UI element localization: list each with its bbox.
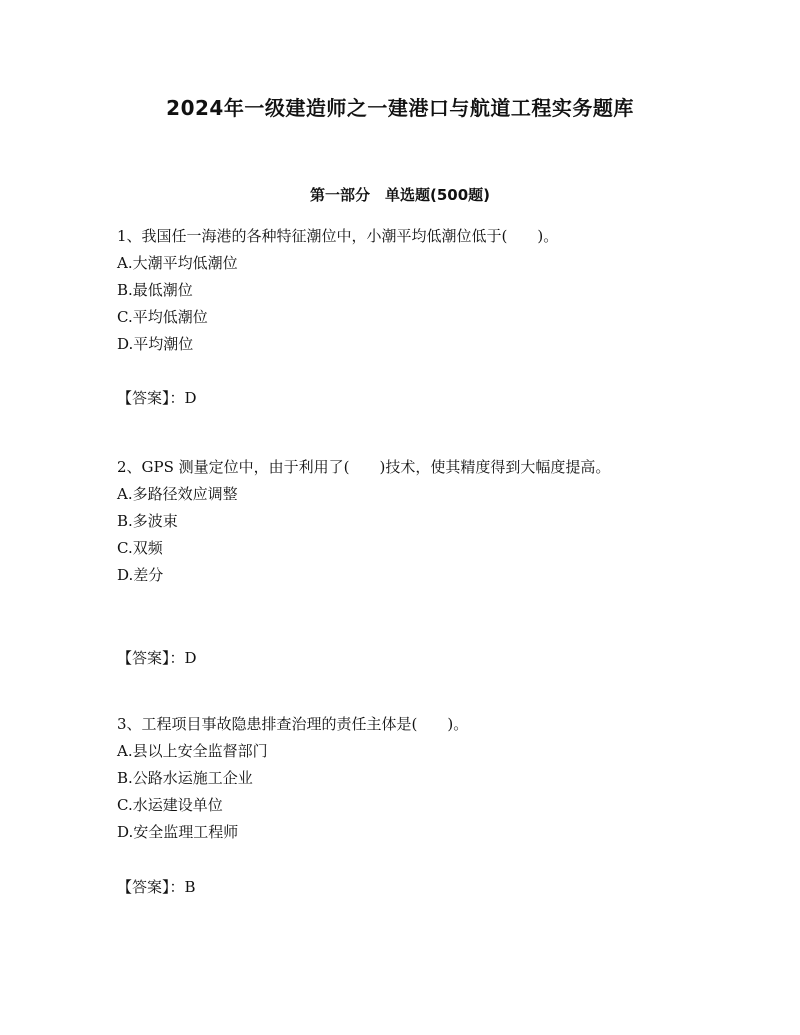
question-stem: 1、我国任一海港的各种特征潮位中，小潮平均低潮位低于( )。 (117, 227, 559, 245)
option-c: C.水运建设单位 (117, 796, 223, 814)
option-b: B.公路水运施工企业 (117, 769, 253, 787)
option-d: D.安全监理工程师 (117, 823, 239, 841)
option-a: A.大潮平均低潮位 (117, 254, 238, 272)
option-a: A.县以上安全监督部门 (117, 742, 268, 760)
question-1 (117, 223, 687, 358)
option-c: C.平均低潮位 (117, 308, 208, 326)
answer-label: 【答案】： (117, 389, 185, 407)
answer-value: D (184, 389, 197, 407)
question-stem: 3、工程项目事故隐患排查治理的责任主体是( )。 (117, 715, 469, 733)
question-2 (117, 454, 687, 589)
option-c: C.双频 (117, 539, 163, 557)
answer-value: D (184, 649, 197, 667)
answer-label: 【答案】： (117, 649, 185, 667)
option-d: D.平均潮位 (117, 335, 194, 353)
option-b: B.最低潮位 (117, 281, 193, 299)
answer-label: 【答案】： (117, 878, 185, 896)
question-3 (117, 711, 687, 846)
option-b: B.多波束 (117, 512, 178, 530)
question-stem: 2、GPS 测量定位中，由于利用了( )技术，使其精度得到大幅度提高。 (117, 458, 611, 476)
answer-value: B (184, 878, 196, 896)
option-a: A.多路径效应调整 (117, 485, 238, 503)
answer-line-2 (117, 645, 197, 672)
option-d: D.差分 (117, 566, 164, 584)
section-heading: 第一部分 单选题(500题) (309, 186, 491, 204)
answer-line-1 (117, 385, 197, 412)
answer-line-3 (117, 874, 196, 901)
document-title: 2024年一级建造师之一建港口与航道工程实务题库 (166, 96, 634, 120)
